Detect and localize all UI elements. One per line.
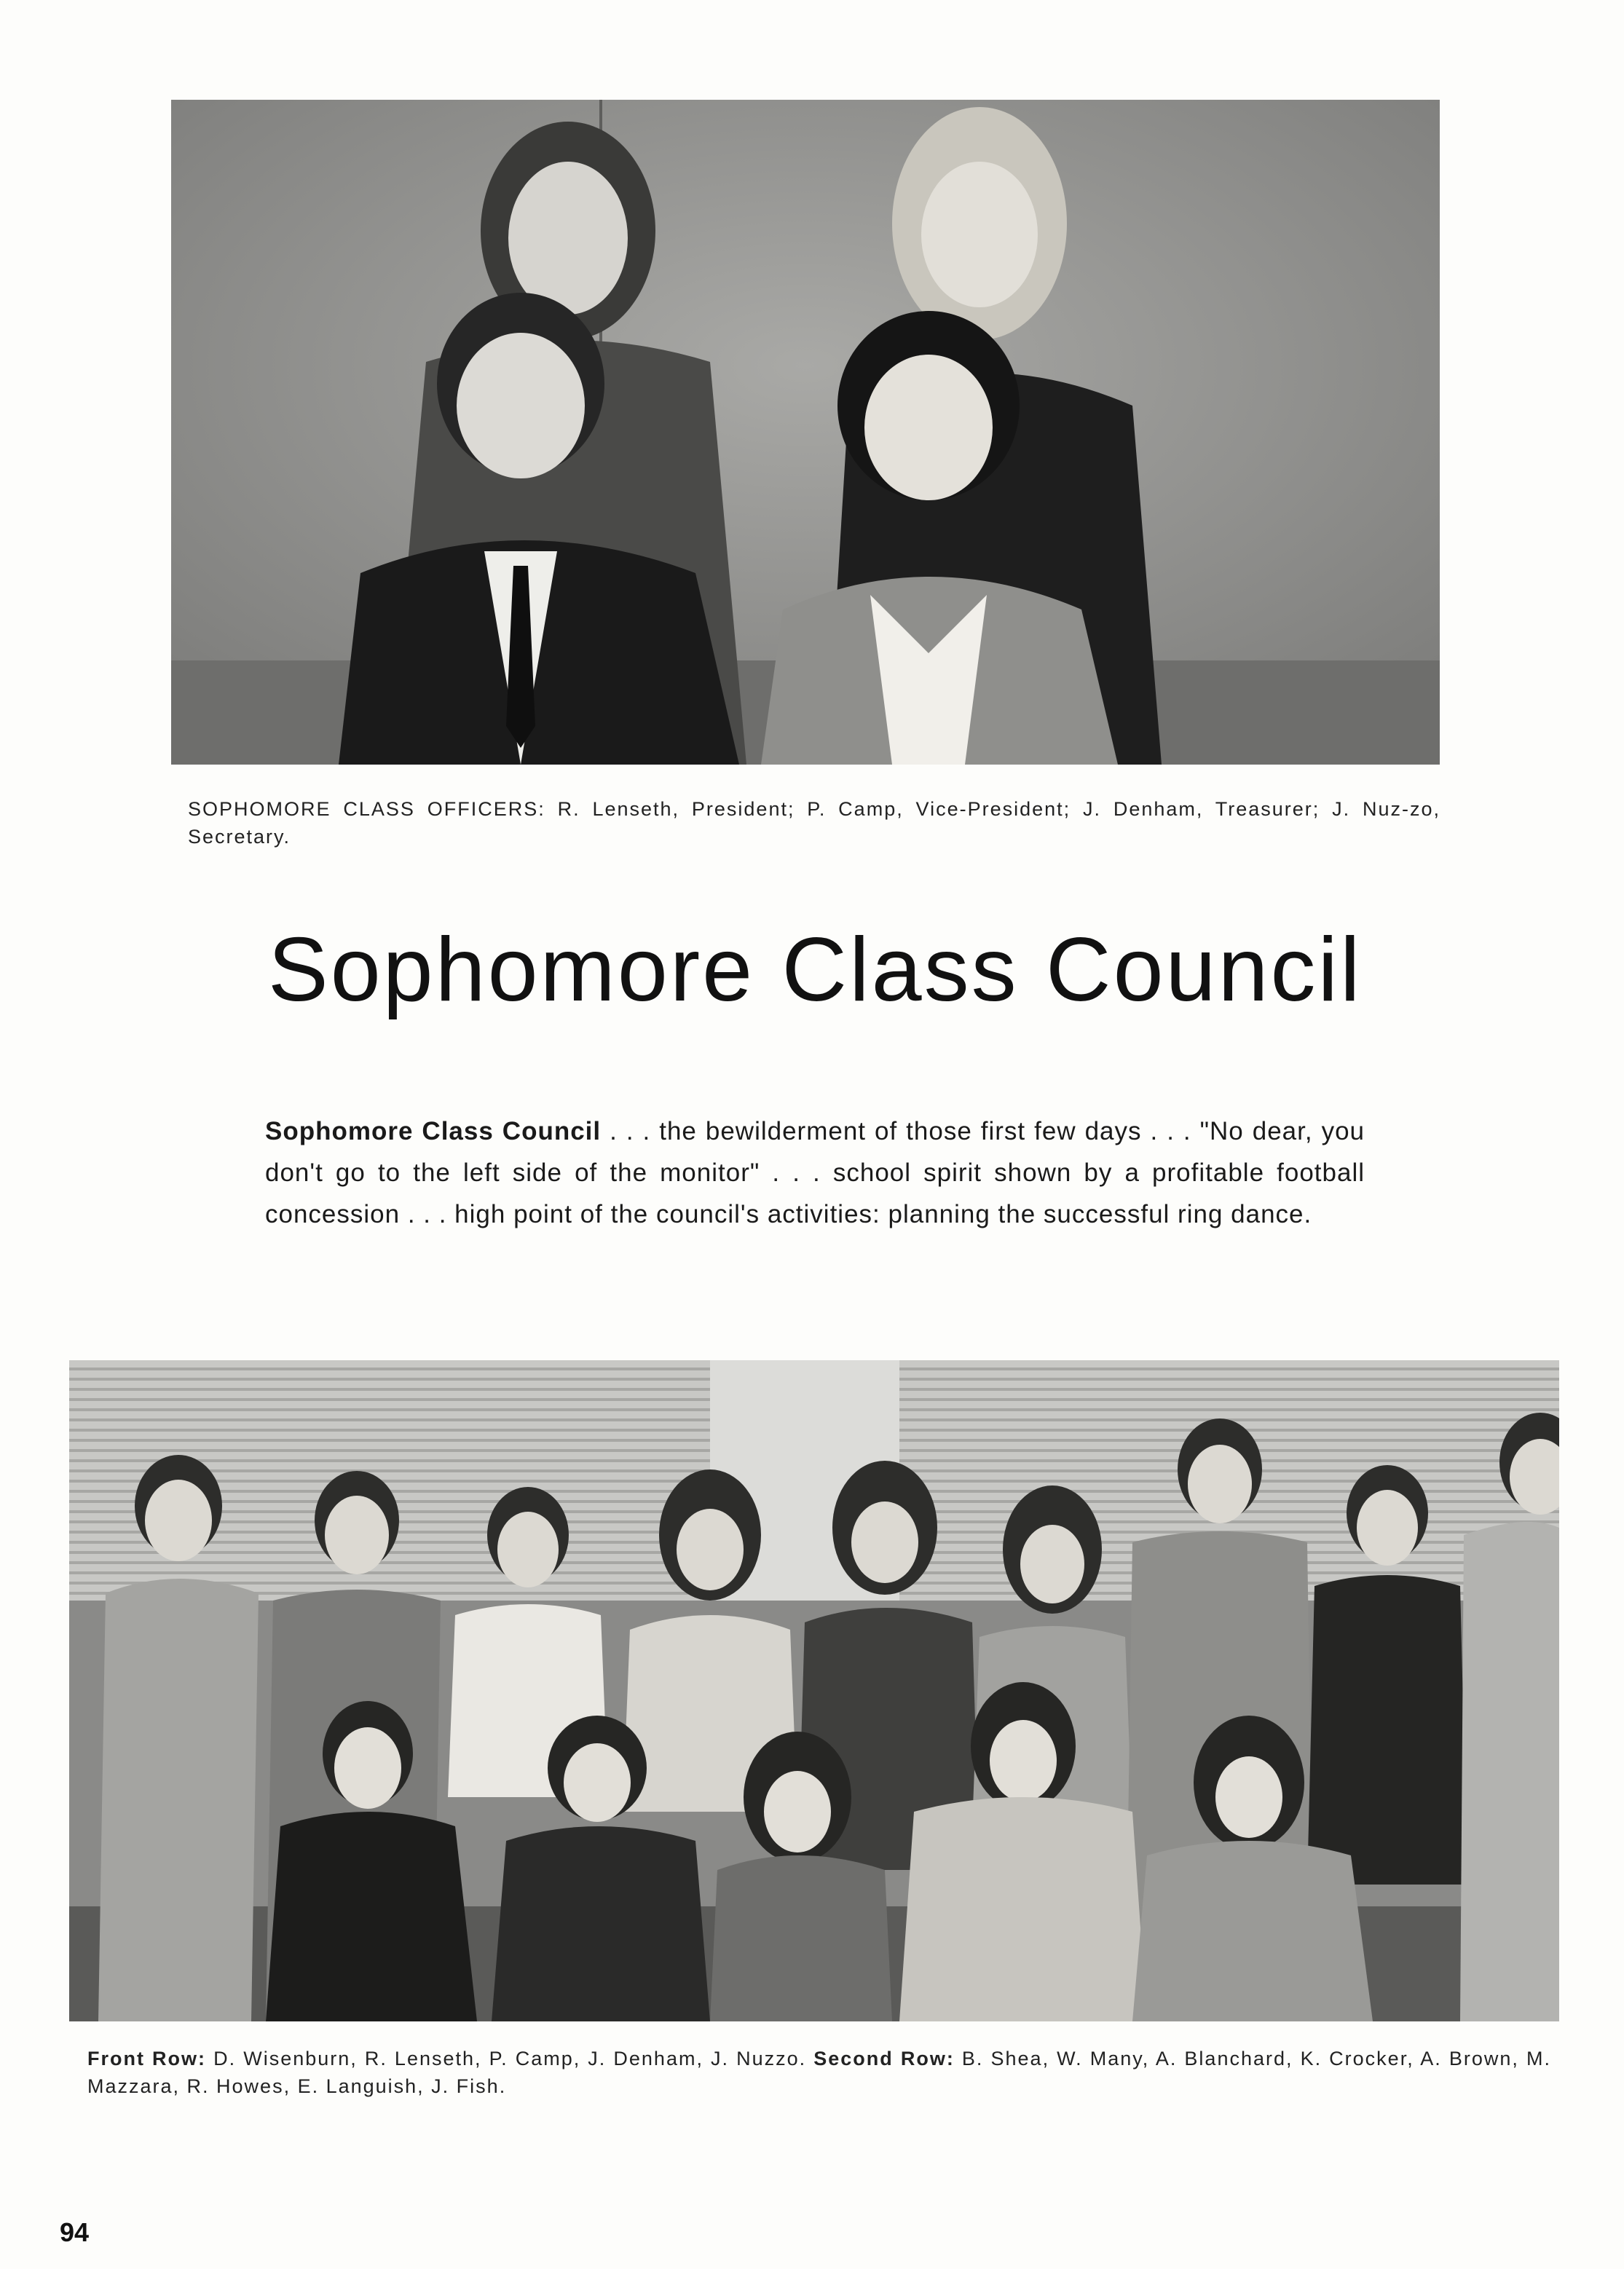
front-row-label: Front Row: [87, 2048, 207, 2069]
officers-caption-text: R. Lenseth, President; P. Camp, Vice-President; J. Denham, Treasurer; J. Nuz-zo, Secretary. [188, 798, 1440, 848]
officers-caption-label: SOPHOMORE CLASS OFFICERS: [188, 798, 545, 820]
officers-photo-image [171, 100, 1440, 765]
second-row-label: Second Row: [813, 2048, 955, 2069]
page-number: 94 [60, 2217, 90, 2247]
council-photo [69, 1360, 1559, 2021]
officers-photo [171, 100, 1440, 765]
second-row-names: B. Shea, W. Many, A. Blanchard, K. Crocker, A. Brown, M. Mazzara, R. Howes, E. Languish, J. Fish. [87, 2048, 1551, 2097]
front-row-names: D. Wisenburn, R. Lenseth, P. Camp, J. Denham, J. Nuzzo. [213, 2048, 807, 2069]
intro-lead: Sophomore Class Council [265, 1117, 602, 1145]
council-caption [87, 2045, 1551, 2100]
council-photo-image [69, 1360, 1559, 2021]
intro-text: . . . the bewilderment of those first few days . . . "No dear, you don't go to the left side of the monitor" . . . school spirit shown by a profitable football concession . . . high point of the council's activities: planning the successful ring dance. [265, 1117, 1365, 1228]
officers-caption [188, 795, 1440, 851]
intro-paragraph [265, 1110, 1365, 1235]
page-title: Sophomore Class Council [268, 920, 1363, 1020]
